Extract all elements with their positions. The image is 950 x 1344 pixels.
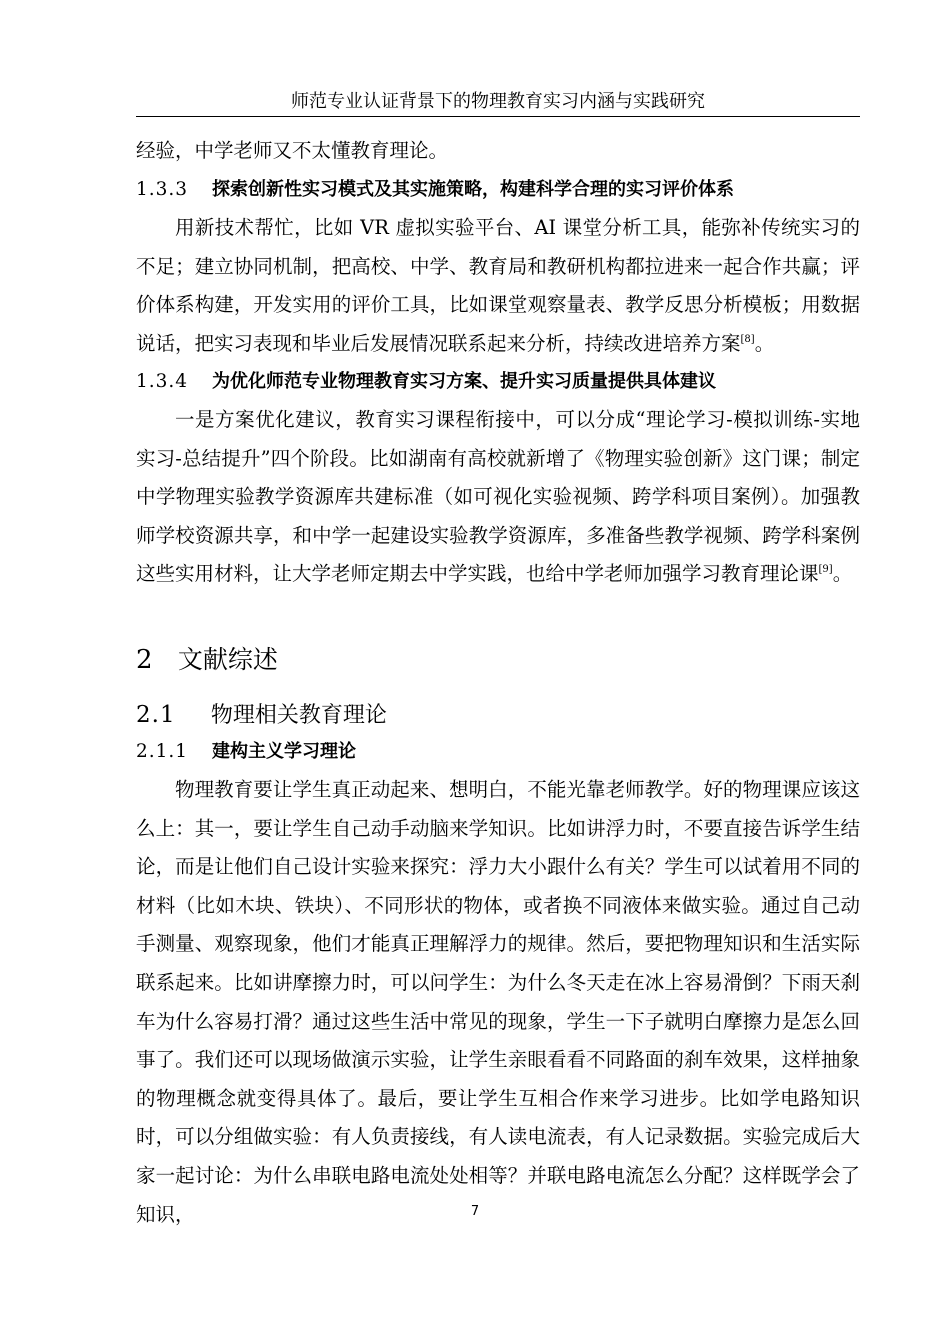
section-heading-2-1-1 — [136, 736, 860, 768]
section-number: 1.3.3 — [136, 179, 189, 200]
chapter-title: 文献综述 — [177, 645, 278, 674]
section-title: 建构主义学习理论 — [211, 741, 356, 762]
page-number: 7 — [470, 1204, 480, 1219]
paragraph-1-3-4 — [136, 401, 860, 594]
paragraph-text: 一是方案优化建议，教育实习课程衔接中，可以分成“理论学习-模拟训练-实地实习-总结提升”四个阶段。比如湖南有高校就新增了《物理实验创新》这门课；制定中学物理实验教学资源库共建标准（如可视化实验视频、跨学科项目案例）。加强教师学校资源共享，和中学一起建设实验教学资源库，多准备些教学视频、跨学科案例这些实用材料，让大学老师定期去中学实践，也给中学老师加强学习教育理论课 — [136, 408, 860, 586]
section-title: 探索创新性实习模式及其实施策略，构建科学合理的实习评价体系 — [211, 179, 734, 200]
running-header: 师范专业认证背景下的物理教育实习内涵与实践研究 — [136, 90, 860, 117]
paragraph-end: 。 — [754, 331, 775, 355]
citation: [9] — [818, 564, 833, 576]
section-heading-1-3-4 — [136, 366, 860, 398]
citation: [8] — [740, 333, 755, 345]
chapter-heading-2 — [136, 640, 860, 680]
section-number: 2.1.1 — [136, 741, 189, 762]
section-number: 1.3.4 — [136, 371, 189, 392]
section-title: 物理相关教育理论 — [210, 703, 387, 728]
continuation-paragraph: 经验，中学老师又不太懂教育理论。 — [136, 139, 449, 162]
section-heading-2-1 — [136, 697, 860, 734]
paragraph-text: 用新技术帮忙，比如 VR 虚拟实验平台、AI 课堂分析工具，能弥补传统实习的不足；建立协同机制，把高校、中学、教育局和教研机构都拉进来一起合作共赢；评价体系构建，开发实用的评价工具，比如课堂观察量表、教学反思分析模板；用数据说话，把实习表现和毕业后发展情况联系起来分析，持续改进培养方案 — [136, 216, 860, 355]
section-title: 为优化师范专业物理教育实习方案、提升实习质量提供具体建议 — [211, 371, 716, 392]
paragraph-2-1-1: 物理教育要让学生真正动起来、想明白，不能光靠老师教学。好的物理课应该这么上：其一，要让学生自己动手动脑来学知识。比如讲浮力时，不要直接告诉学生结论，而是让他们自己设计实验来探究：浮力大小跟什么有关？学生可以试着用不同的材料（比如木块、铁块）、不同形状的物体，或者换不同液体来做实验。通过自己动手测量、观察现象，他们才能真正理解浮力的规律。然后，要把物理知识和生活实际联系起来。比如讲摩擦力时，可以问学生：为什么冬天走在冰上容易滑倒？下雨天刹车为什么容易打滑？通过这些生活中常见的现象，学生一下子就明白摩擦力是怎么回事了。我们还可以现场做演示实验，让学生亲眼看看不同路面的刹车效果，这样抽象的物理概念就变得具体了。最后，要让学生互相合作来学习进步。比如学电路知识时，可以分组做实验：有人负责接线，有人读电流表，有人记录数据。实验完成后大家一起讨论：为什么串联电路电流处处相等？并联电路电流怎么分配？这样既学会了知识， — [136, 778, 860, 1226]
section-number: 2.1 — [136, 702, 176, 728]
paragraph-1-3-3 — [136, 209, 860, 363]
section-heading-1-3-3 — [136, 174, 860, 206]
chapter-number: 2 — [136, 645, 154, 675]
paragraph-end: 。 — [832, 562, 853, 586]
